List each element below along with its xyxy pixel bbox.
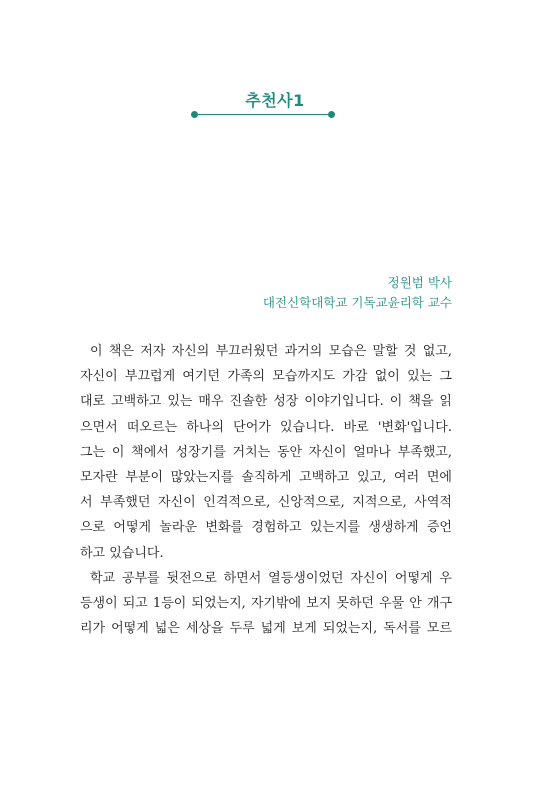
divider-line: [195, 114, 331, 115]
body-line: 리가 어떻게 넓은 세상을 두루 넓게 보게 되었는지, 독서를 모르: [80, 621, 452, 637]
body-line: 으로 어떻게 놀라운 변화를 경험하고 있는지를 생생하게 증언: [80, 520, 452, 536]
body-line: 등생이 되고 1등이 되었는지, 자기밖에 보지 못하던 우물 안 개구: [80, 595, 452, 611]
body-line: 학교 공부를 뒷전으로 하면서 열등생이었던 자신이 어떻게 우: [90, 570, 452, 586]
divider-dot-right: [328, 111, 335, 118]
author-name: 정원범 박사: [387, 275, 452, 290]
body-line: 자신이 부끄럽게 여기던 가족의 모습까지도 가감 없이 있는 그: [80, 369, 452, 385]
body-line: 모자란 부분이 많았는지를 솔직하게 고백하고 있고, 여러 면에: [80, 469, 452, 485]
body-line: 서 부족했던 자신이 인격적으로, 신앙적으로, 지적으로, 사역적: [80, 495, 452, 511]
body-line: 하고 있습니다.: [80, 545, 164, 561]
author-affiliation: 대전신학대학교 기독교윤리학 교수: [262, 295, 452, 310]
chapter-title: 추천사1: [245, 91, 305, 110]
body-line: 이 책은 저자 자신의 부끄러웠던 과거의 모습은 말할 것 없고,: [90, 344, 452, 359]
title-divider: [191, 110, 335, 120]
body-text: [80, 339, 452, 641]
body-line: 그는 이 책에서 성장기를 거치는 동안 자신이 얼마나 부족했고,: [80, 444, 452, 460]
body-line: 으면서 떠오르는 하나의 단어가 있습니다. 바로 '변화'입니다.: [80, 419, 452, 435]
body-line: 대로 고백하고 있는 매우 진솔한 성장 이야기입니다. 이 책을 읽: [80, 394, 452, 410]
